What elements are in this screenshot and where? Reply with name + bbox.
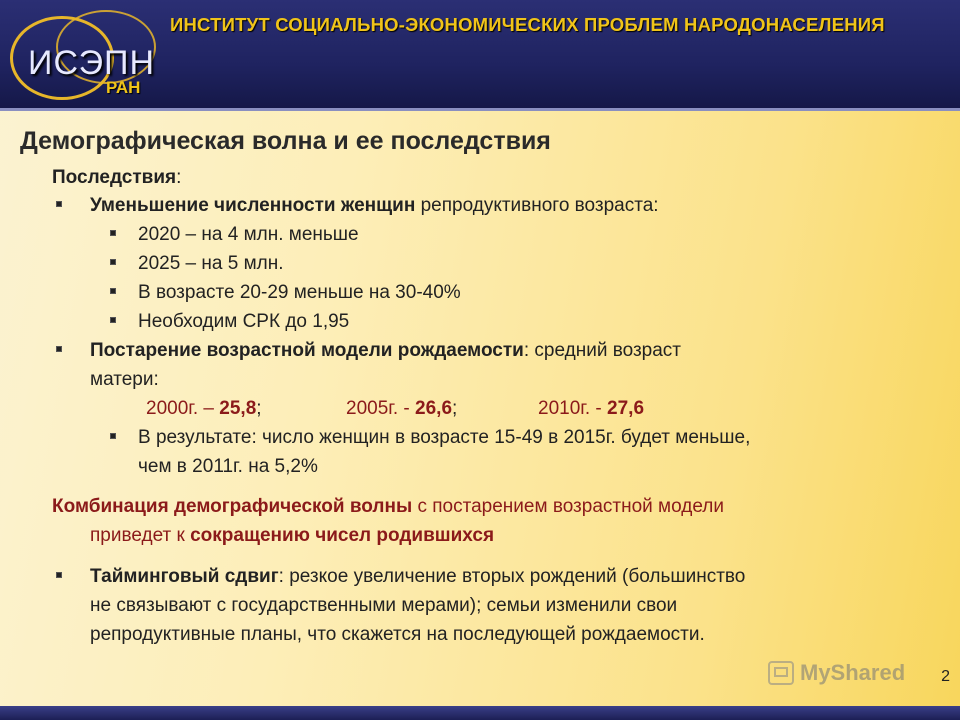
combination-text: с постарением возрастной модели — [412, 496, 724, 517]
watermark-icon — [768, 661, 794, 685]
bullet-timing-shift-bold: Тайминговый сдвиг — [90, 566, 279, 587]
bullet-icon — [110, 317, 116, 323]
age-2010 — [538, 397, 644, 421]
sub-bullet-2020: 2020 – на 4 млн. меньше — [138, 224, 359, 245]
bullet-timing-shift-line2: не связывают с государственными мерами); семьи изменили свои — [90, 595, 678, 616]
bullet-aging-model-text: : средний возраст — [523, 340, 681, 361]
age-2000-year: 2000г. – — [146, 398, 220, 419]
age-2010-year: 2010г. - — [538, 398, 608, 419]
age-2005-sep: ; — [452, 398, 458, 419]
age-2005-year: 2005г. - — [346, 398, 416, 419]
bullet-aging-model-bold: Постарение возрастной модели рождаемости — [90, 340, 524, 361]
institute-name: ИНСТИТУТ СОЦИАЛЬНО-ЭКОНОМИЧЕСКИХ ПРОБЛЕМ НАРОДОНАСЕЛЕНИЯ — [170, 14, 885, 35]
combination-line2-bold: сокращению чисел родившихся — [190, 525, 495, 546]
age-2005 — [346, 397, 457, 421]
bullet-women-decline-bold: Уменьшение численности женщин — [90, 195, 416, 216]
age-2000-sep: ; — [256, 398, 262, 419]
bullet-timing-shift-text: : резкое увеличение вторых рождений (большинство — [278, 566, 746, 587]
header-banner — [0, 0, 960, 111]
footer-bar — [0, 706, 960, 720]
page-number: 2 — [941, 668, 950, 685]
slide-title: Демографическая волна и ее последствия — [20, 127, 551, 155]
combination-line2-text: приведет к — [90, 525, 191, 546]
age-2000 — [146, 397, 262, 421]
bullet-icon — [110, 433, 116, 439]
consequences-label: Последствия — [52, 167, 177, 188]
consequences-heading — [52, 166, 181, 190]
bullet-timing-shift-line3: репродуктивные планы, что скажется на последующей рождаемости. — [90, 624, 705, 645]
watermark — [768, 657, 928, 689]
bullet-icon — [110, 259, 116, 265]
bullet-icon — [56, 201, 62, 207]
bullet-aging-model — [90, 339, 681, 363]
watermark-text: MyShared — [800, 660, 906, 685]
age-2005-value: 26,6 — [415, 398, 453, 419]
logo-subtext: РАН — [106, 78, 141, 97]
bullet-icon — [56, 572, 62, 578]
bullet-icon — [56, 346, 62, 352]
sub-bullet-result-line2: чем в 2011г. на 5,2% — [138, 456, 318, 477]
logo-text: ИСЭПН — [28, 44, 156, 82]
bullet-icon — [110, 288, 116, 294]
combination-line2 — [90, 524, 494, 548]
age-2010-value: 27,6 — [607, 398, 645, 419]
bullet-timing-shift — [90, 565, 745, 589]
age-2000-value: 25,8 — [219, 398, 257, 419]
sub-bullet-result-line1: В результате: число женщин в возрасте 15-49 в 2015г. будет меньше, — [138, 427, 751, 448]
combination-paragraph — [52, 495, 724, 519]
combination-bold: Комбинация демографической волны — [52, 496, 413, 517]
bullet-women-decline — [90, 194, 659, 218]
sub-bullet-age-20-29: В возрасте 20-29 меньше на 30-40% — [138, 282, 461, 303]
bullet-women-decline-text: репродуктивного возраста: — [415, 195, 659, 216]
bullet-icon — [110, 230, 116, 236]
institute-logo — [6, 8, 166, 104]
consequences-colon: : — [176, 167, 182, 188]
sub-bullet-2025: 2025 – на 5 млн. — [138, 253, 284, 274]
sub-bullet-srk: Необходим СРК до 1,95 — [138, 311, 350, 332]
bullet-aging-model-line2: матери: — [90, 369, 159, 390]
